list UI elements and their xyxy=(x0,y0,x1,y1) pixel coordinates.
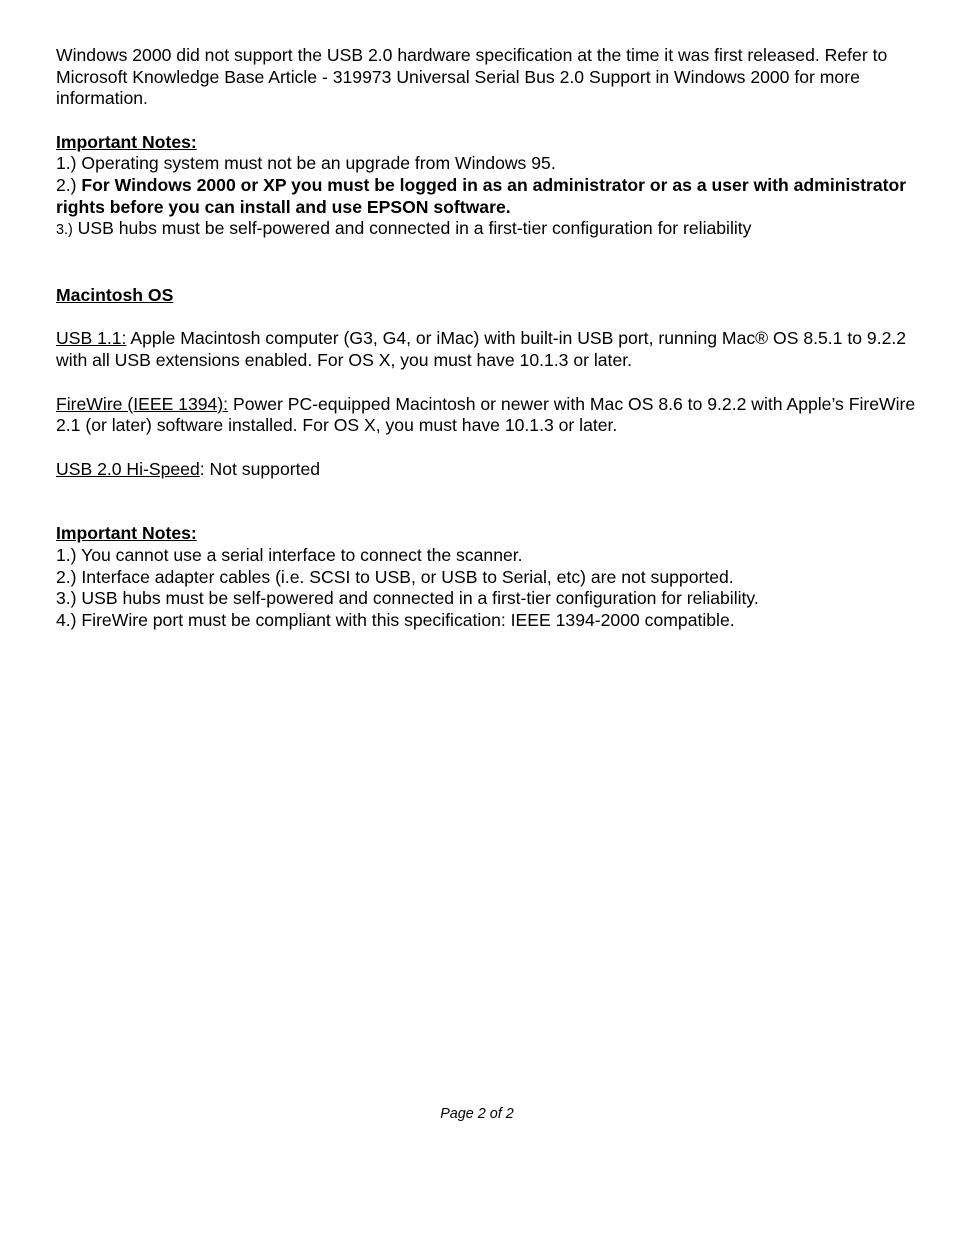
mac-note-1: 1.) You cannot use a serial interface to connect the scanner. xyxy=(56,544,523,565)
spacer xyxy=(56,372,916,394)
macintosh-heading: Macintosh OS xyxy=(56,284,174,305)
windows-note-3 xyxy=(56,218,916,242)
intro-paragraph: Windows 2000 did not support the USB 2.0 hardware specification at the time it was first released. Refer to Microsoft Knowledge Base Article - 319973 Universal Serial Bus 2.0 Support in Windows 2000 for more information. xyxy=(56,45,888,109)
windows-note-2-text: For Windows 2000 or XP you must be logged in as an administrator or as a user with administrator rights before you can install and use EPSON software. xyxy=(56,174,907,217)
usb11-label: USB 1.1: xyxy=(56,328,127,349)
firewire-text: Power PC-equipped Macintosh or newer with Mac OS 8.6 to 9.2.2 with Apple’s FireWire 2.1 (or later) software installed. For OS X, you must have 10.1.3 or later. xyxy=(56,393,916,436)
windows-note-2-number: 2.) xyxy=(56,174,82,195)
firewire-label: FireWire (IEEE 1394): xyxy=(56,393,229,414)
windows-notes-heading: Important Notes: xyxy=(56,131,197,152)
usb11-paragraph xyxy=(56,328,916,371)
spacer xyxy=(56,242,916,285)
usb11-text: Apple Macintosh computer (G3, G4, or iMac) with built-in USB port, running Mac® OS 8.5.1 to 9.2.2 with all USB extensions enabled. For OS X, you must have 10.1.3 or later. xyxy=(56,328,907,370)
windows-note-3-number: 3.) xyxy=(56,222,73,239)
usb20-label: USB 2.0 Hi-Speed xyxy=(56,458,200,479)
mac-note-2: 2.) Interface adapter cables (i.e. SCSI to USB, or USB to Serial, etc) are not supported. xyxy=(56,566,734,587)
usb20-paragraph xyxy=(56,459,916,481)
windows-note-2 xyxy=(56,175,916,218)
document-page xyxy=(56,45,916,631)
spacer xyxy=(56,110,916,132)
windows-note-3-text: USB hubs must be self-powered and connected in a first-tier configuration for reliability xyxy=(72,218,752,239)
mac-note-3: 3.) USB hubs must be self-powered and connected in a first-tier configuration for reliability. xyxy=(56,588,759,609)
mac-notes-heading: Important Notes: xyxy=(56,523,197,544)
page-number-footer: Page 2 of 2 xyxy=(440,1106,514,1122)
spacer xyxy=(56,437,916,459)
windows-note-1: 1.) Operating system must not be an upgrade from Windows 95. xyxy=(56,153,556,174)
usb20-text: : Not supported xyxy=(199,458,321,479)
spacer xyxy=(56,480,916,523)
mac-note-4: 4.) FireWire port must be compliant with this specification: IEEE 1394-2000 compatible. xyxy=(56,609,735,630)
firewire-paragraph xyxy=(56,394,916,437)
spacer xyxy=(56,306,916,328)
